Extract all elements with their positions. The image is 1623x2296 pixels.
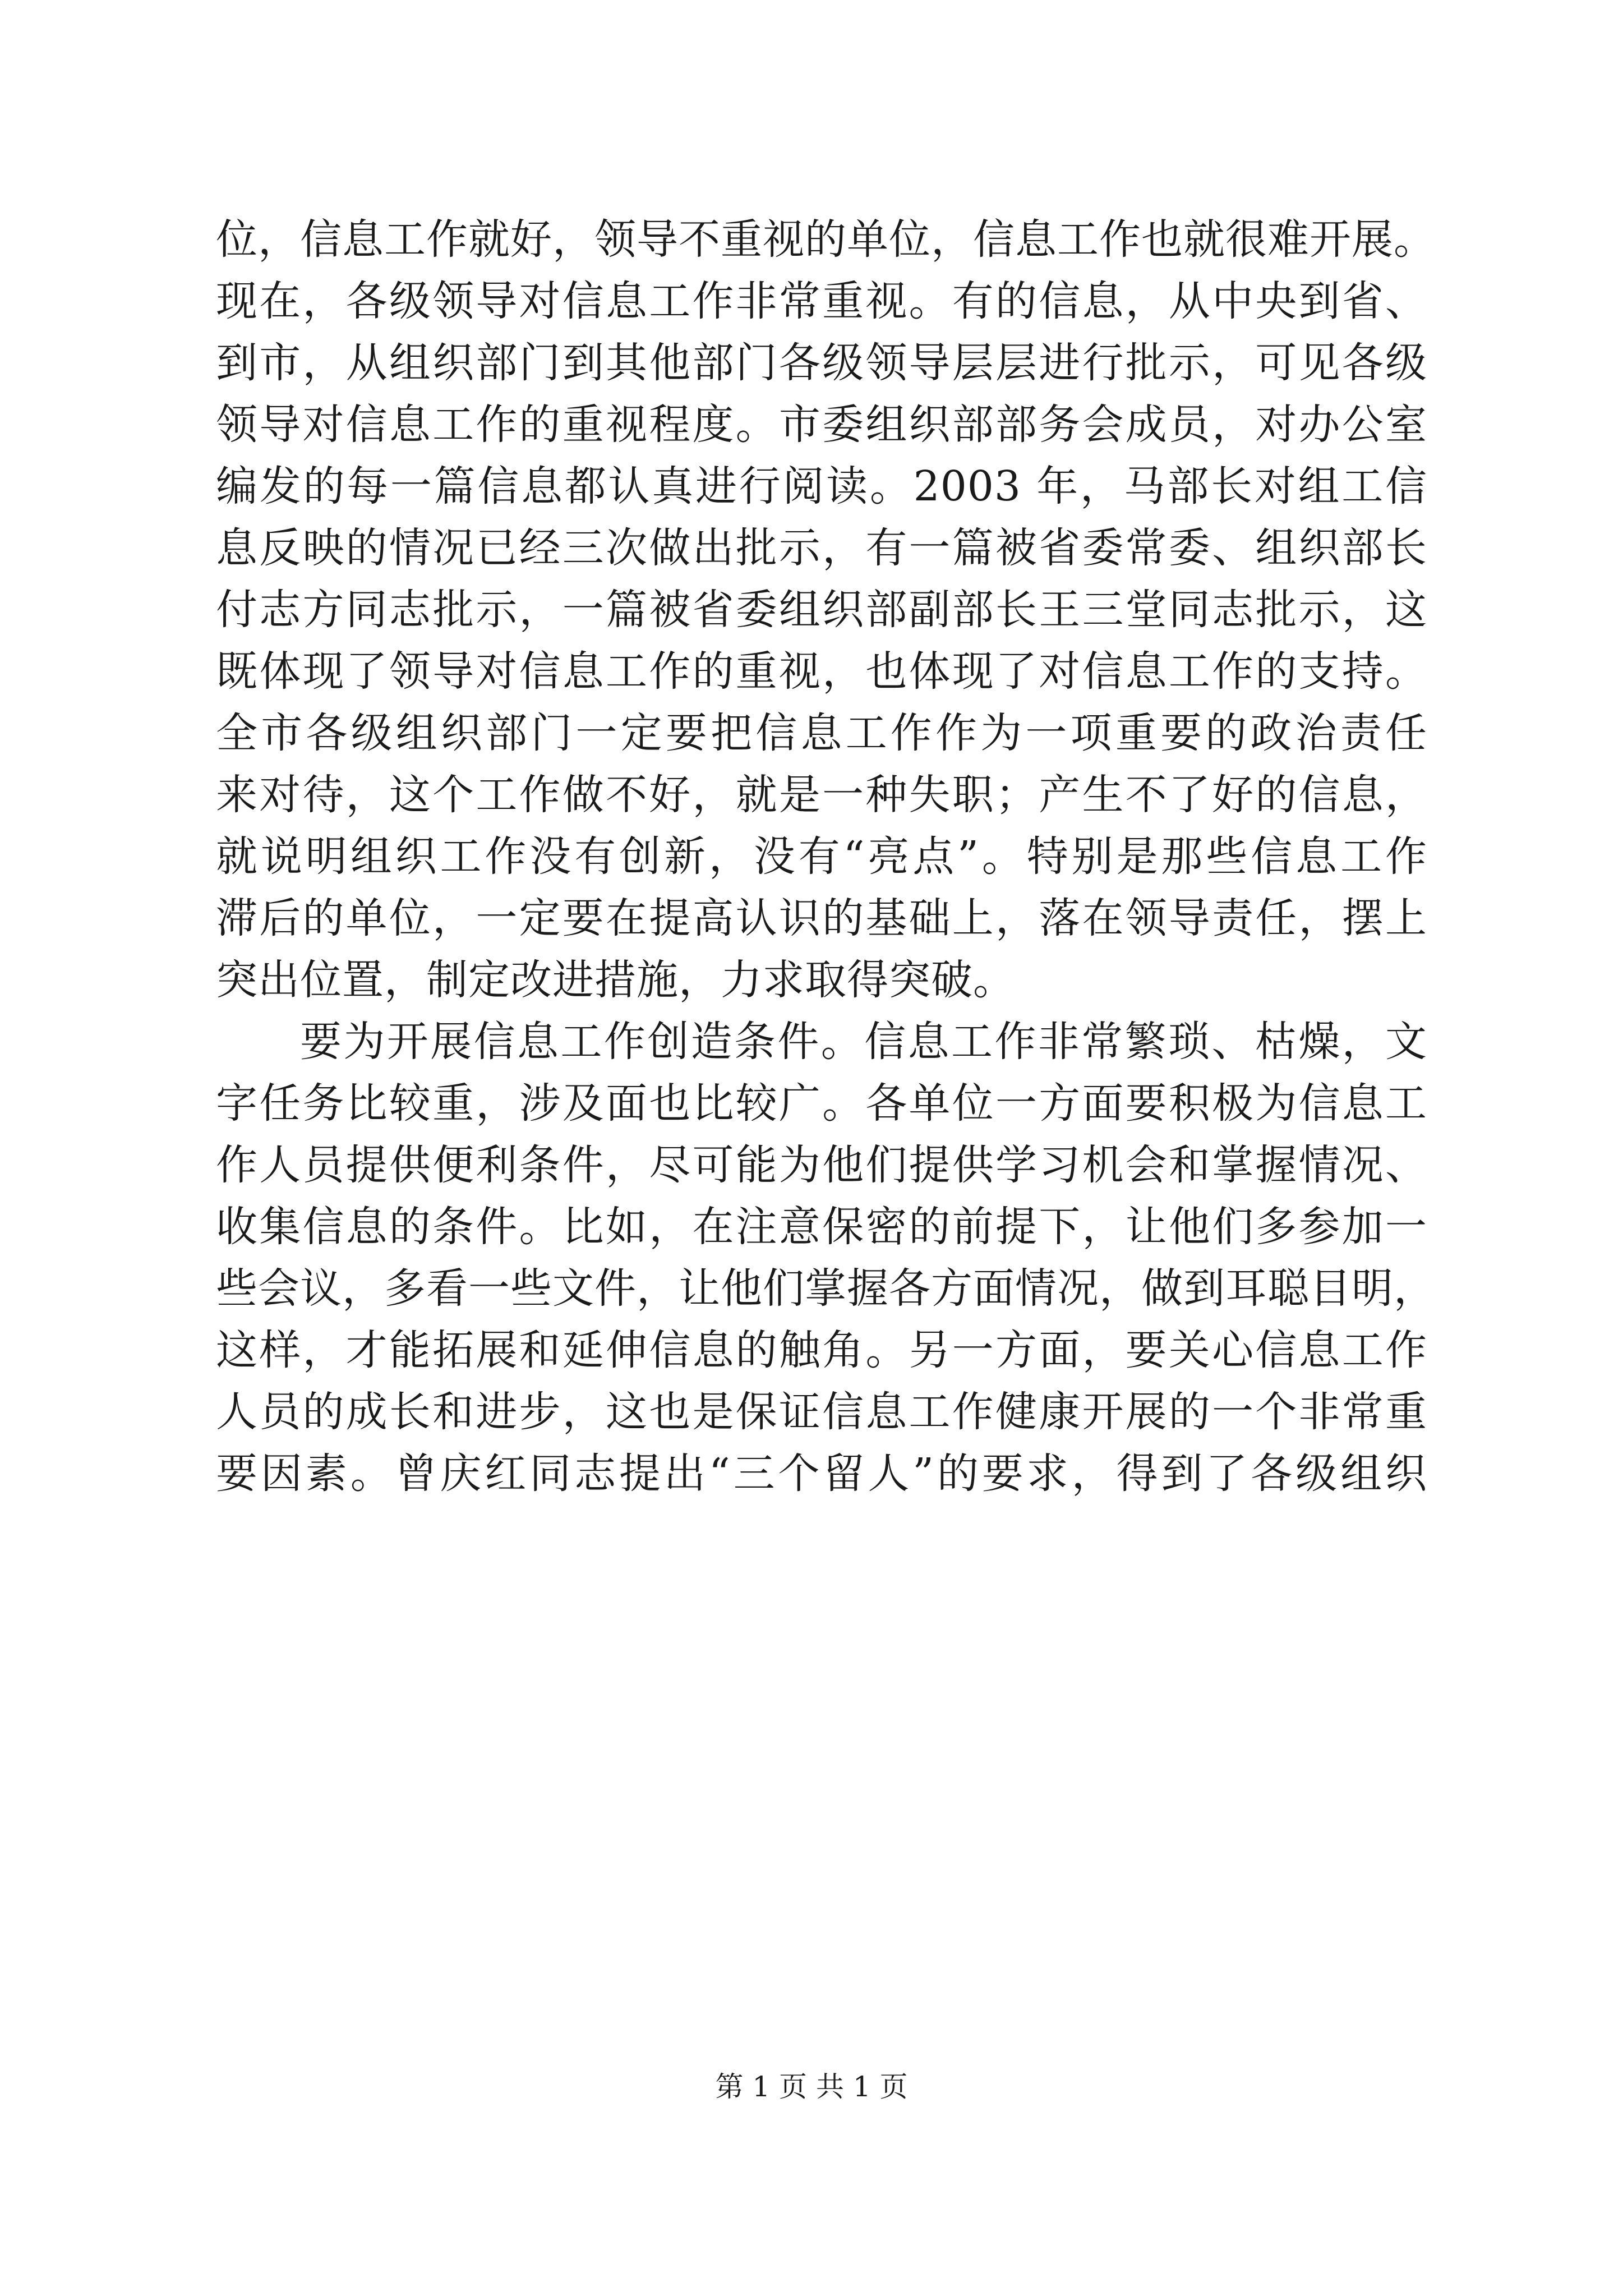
text-line: 现在，各级领导对信息工作非常重视。有的信息，从中央到省、: [216, 277, 1427, 325]
text-line: 收集信息的条件。比如，在注意保密的前提下，让他们多参加一: [216, 1203, 1427, 1251]
text-line: 要因素。曾庆红同志提出“三个留人”的要求，得到了各级组织: [216, 1450, 1427, 1498]
text-line: 字任务比较重，涉及面也比较广。各单位一方面要积极为信息工: [216, 1079, 1427, 1128]
text-line: 位，信息工作就好，领导不重视的单位，信息工作也就很难开展。: [216, 215, 1436, 264]
text-line: 息反映的情况已经三次做出批示，有一篇被省委常委、组织部长: [216, 524, 1427, 572]
text-line: 既体现了领导对信息工作的重视，也体现了对信息工作的支持。: [216, 647, 1427, 696]
text-line: 作人员提供便利条件，尽可能为他们提供学习机会和掌握情况、: [216, 1141, 1427, 1189]
text-line: 这样，才能拓展和延伸信息的触角。另一方面，要关心信息工作: [216, 1326, 1427, 1374]
paragraph-1: [216, 209, 1436, 1011]
text-line: 到市，从组织部门到其他部门各级领导层层进行批示，可见各级: [216, 339, 1427, 387]
text-line: 付志方同志批示，一篇被省委组织部副部长王三堂同志批示，这: [216, 586, 1427, 634]
text-line: 些会议，多看一些文件，让他们掌握各方面情况，做到耳聪目明，: [216, 1264, 1436, 1313]
text-line: 就说明组织工作没有创新，没有“亮点”。特别是那些信息工作: [216, 832, 1427, 881]
paragraph-2: [216, 1011, 1436, 1504]
text-line: 领导对信息工作的重视程度。市委组织部部务会成员，对办公室: [216, 401, 1427, 449]
body-text: [216, 209, 1436, 1504]
text-line: 全市各级组织部门一定要把信息工作作为一项重要的政治责任: [216, 709, 1427, 757]
text-line: 编发的每一篇信息都认真进行阅读。2003 年，马部长对组工信: [216, 462, 1427, 510]
text-line: 来对待，这个工作做不好，就是一种失职；产生不了好的信息，: [216, 771, 1427, 819]
text-line: 突出位置，制定改进措施，力求取得突破。: [216, 956, 1015, 1004]
page-number-footer: 第 1 页 共 1 页: [715, 2070, 908, 2103]
text-line: 人员的成长和进步，这也是保证信息工作健康开展的一个非常重: [216, 1388, 1427, 1436]
text-line: 滞后的单位，一定要在提高认识的基础上，落在领导责任，摆上: [216, 894, 1427, 942]
text-line: 要为开展信息工作创造条件。信息工作非常繁琐、枯燥，文: [300, 1018, 1427, 1066]
